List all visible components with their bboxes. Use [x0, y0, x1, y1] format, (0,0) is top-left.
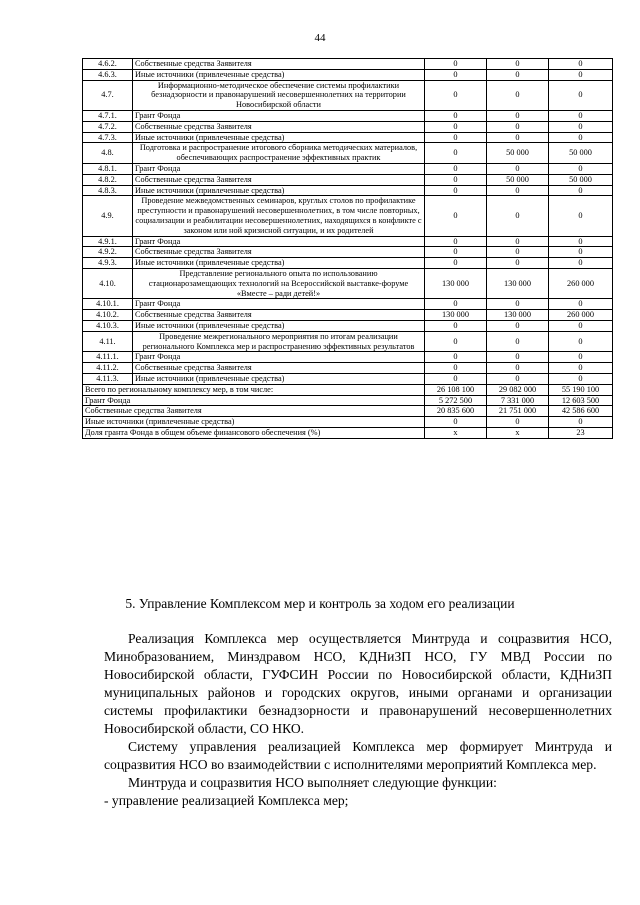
value-col-1: 0	[425, 320, 487, 331]
row-name: Информационно-методическое обеспечение системы профилактики безнадзорности и правонарушений несовершеннолетних на территории Новосибирской области	[133, 80, 425, 110]
paragraph: - управление реализацией Комплекса мер;	[104, 793, 349, 808]
table-row	[83, 143, 613, 164]
value-col-3: 0	[549, 69, 613, 80]
value-col-3: 0	[549, 373, 613, 384]
summary-value-3: 23	[549, 427, 613, 438]
row-number: 4.7.	[83, 80, 133, 110]
row-number: 4.7.2.	[83, 121, 133, 132]
value-col-1: 130 000	[425, 310, 487, 321]
row-name: Собственные средства Заявителя	[133, 310, 425, 321]
value-col-3: 0	[549, 236, 613, 247]
row-number: 4.11.	[83, 331, 133, 352]
value-col-1: 0	[425, 121, 487, 132]
value-col-2: 0	[487, 247, 549, 258]
value-col-1: 0	[425, 373, 487, 384]
summary-value-1: 0	[425, 417, 487, 428]
row-number: 4.7.1.	[83, 110, 133, 121]
value-col-2: 0	[487, 331, 549, 352]
row-name: Иные источники (привлеченные средства)	[133, 373, 425, 384]
table-row	[83, 352, 613, 363]
table-row	[83, 331, 613, 352]
value-col-1: 0	[425, 80, 487, 110]
value-col-2: 0	[487, 185, 549, 196]
table-row	[83, 163, 613, 174]
row-name: Проведение межрегионального мероприятия по итогам реализации регионального Комплекса мер и распространению эффективных результатов	[133, 331, 425, 352]
row-number: 4.9.1.	[83, 236, 133, 247]
table-row	[83, 299, 613, 310]
value-col-2: 130 000	[487, 310, 549, 321]
summary-value-3: 42 586 600	[549, 406, 613, 417]
summary-row	[83, 417, 613, 428]
row-name: Грант Фонда	[133, 299, 425, 310]
row-number: 4.8.	[83, 143, 133, 164]
row-name: Проведение межведомственных семинаров, круглых столов по профилактике преступности и правонарушений несовершеннолетних, в том числе повторных, социализации и реабилитации несовершеннолетних, находящихся в конфликте с законом или ной кризисной ситуации, и их родителей	[133, 196, 425, 236]
table-row	[83, 363, 613, 374]
value-col-2: 0	[487, 320, 549, 331]
table-row	[83, 69, 613, 80]
row-number: 4.10.1.	[83, 299, 133, 310]
summary-label: Грант Фонда	[83, 395, 425, 406]
summary-value-1: х	[425, 427, 487, 438]
table-row	[83, 310, 613, 321]
table-row	[83, 196, 613, 236]
value-col-2: 0	[487, 132, 549, 143]
value-col-3: 260 000	[549, 268, 613, 298]
value-col-1: 0	[425, 236, 487, 247]
value-col-2: 0	[487, 258, 549, 269]
row-name: Иные источники (привлеченные средства)	[133, 132, 425, 143]
value-col-1: 0	[425, 363, 487, 374]
row-number: 4.6.2.	[83, 59, 133, 70]
value-col-3: 0	[549, 320, 613, 331]
summary-value-1: 5 272 500	[425, 395, 487, 406]
summary-value-3: 12 603 500	[549, 395, 613, 406]
row-number: 4.6.3.	[83, 69, 133, 80]
value-col-3: 0	[549, 121, 613, 132]
value-col-2: 0	[487, 373, 549, 384]
value-col-3: 0	[549, 110, 613, 121]
row-name: Собственные средства Заявителя	[133, 363, 425, 374]
value-col-1: 0	[425, 258, 487, 269]
body-text	[104, 630, 612, 810]
row-number: 4.10.2.	[83, 310, 133, 321]
section-heading: 5. Управление Комплексом мер и контроль за ходом его реализации	[125, 596, 515, 611]
row-name: Иные источники (привлеченные средства)	[133, 185, 425, 196]
value-col-2: 0	[487, 352, 549, 363]
value-col-2: 0	[487, 163, 549, 174]
value-col-3: 0	[549, 363, 613, 374]
table-row	[83, 174, 613, 185]
table-row	[83, 110, 613, 121]
summary-row	[83, 406, 613, 417]
value-col-1: 0	[425, 69, 487, 80]
row-name: Подготовка и распространение итогового сборника методических материалов, обеспечивающих распространение эффективных практик	[133, 143, 425, 164]
value-col-3: 0	[549, 80, 613, 110]
summary-label: Иные источники (привлеченные средства)	[83, 417, 425, 428]
value-col-3: 0	[549, 352, 613, 363]
row-name: Грант Фонда	[133, 163, 425, 174]
row-number: 4.9.	[83, 196, 133, 236]
value-col-3: 0	[549, 185, 613, 196]
row-number: 4.9.2.	[83, 247, 133, 258]
value-col-2: 130 000	[487, 268, 549, 298]
budget-table	[82, 58, 613, 439]
value-col-2: 50 000	[487, 143, 549, 164]
paragraph: Минтруда и соцразвития НСО выполняет следующие функции:	[128, 775, 497, 790]
row-name: Иные источники (привлеченные средства)	[133, 320, 425, 331]
value-col-3: 260 000	[549, 310, 613, 321]
row-number: 4.11.3.	[83, 373, 133, 384]
summary-row	[83, 384, 613, 395]
row-number: 4.8.3.	[83, 185, 133, 196]
row-number: 4.8.2.	[83, 174, 133, 185]
value-col-1: 0	[425, 143, 487, 164]
summary-value-3: 0	[549, 417, 613, 428]
value-col-1: 0	[425, 132, 487, 143]
value-col-1: 0	[425, 59, 487, 70]
summary-value-1: 20 835 600	[425, 406, 487, 417]
value-col-3: 0	[549, 59, 613, 70]
row-number: 4.8.1.	[83, 163, 133, 174]
row-name: Представление регионального опыта по использованию стационарозамещающих технологий на Всероссийской выставке-форуме «Вместе – ради детей!»	[133, 268, 425, 298]
summary-row	[83, 395, 613, 406]
summary-value-2: 21 751 000	[487, 406, 549, 417]
summary-label: Доля гранта Фонда в общем объеме финансового обеспечения (%)	[83, 427, 425, 438]
table-row	[83, 185, 613, 196]
summary-label: Собственные средства Заявителя	[83, 406, 425, 417]
row-name: Собственные средства Заявителя	[133, 174, 425, 185]
summary-value-3: 55 190 100	[549, 384, 613, 395]
table-row	[83, 258, 613, 269]
value-col-3: 50 000	[549, 174, 613, 185]
summary-value-1: 26 108 100	[425, 384, 487, 395]
value-col-2: 0	[487, 196, 549, 236]
value-col-1: 0	[425, 174, 487, 185]
summary-value-2: х	[487, 427, 549, 438]
value-col-2: 0	[487, 110, 549, 121]
value-col-3: 0	[549, 258, 613, 269]
row-number: 4.11.1.	[83, 352, 133, 363]
row-name: Собственные средства Заявителя	[133, 247, 425, 258]
row-name: Грант Фонда	[133, 236, 425, 247]
summary-value-2: 7 331 000	[487, 395, 549, 406]
value-col-2: 0	[487, 299, 549, 310]
row-name: Собственные средства Заявителя	[133, 59, 425, 70]
value-col-2: 0	[487, 236, 549, 247]
row-name: Собственные средства Заявителя	[133, 121, 425, 132]
value-col-3: 0	[549, 132, 613, 143]
paragraph: Реализация Комплекса мер осуществляется Минтруда и соцразвития НСО, Минобразованием, Минздравом НСО, КДНиЗП НСО, ГУ МВД России по Новосибирской области, ГУФСИН России по Новосибирской области, КДНиЗП муниципальных районов и городских округов, иными органами и организации системы профилактики безнадзорности и правонарушений несовершеннолетних Новосибирской области, СО НКО.	[104, 631, 612, 736]
value-col-2: 50 000	[487, 174, 549, 185]
row-number: 4.11.2.	[83, 363, 133, 374]
row-name: Иные источники (привлеченные средства)	[133, 69, 425, 80]
table-row	[83, 121, 613, 132]
row-number: 4.9.3.	[83, 258, 133, 269]
value-col-1: 0	[425, 185, 487, 196]
value-col-1: 130 000	[425, 268, 487, 298]
value-col-1: 0	[425, 331, 487, 352]
table-row	[83, 132, 613, 143]
row-name: Грант Фонда	[133, 352, 425, 363]
row-number: 4.7.3.	[83, 132, 133, 143]
paragraph: Систему управления реализацией Комплекса мер формирует Минтруда и соцразвития НСО во взаимодействии с исполнителями мероприятий Комплекса мер.	[104, 739, 612, 772]
table-row	[83, 320, 613, 331]
value-col-3: 0	[549, 196, 613, 236]
row-number: 4.10.	[83, 268, 133, 298]
row-name: Иные источники (привлеченные средства)	[133, 258, 425, 269]
table-row	[83, 268, 613, 298]
summary-row	[83, 427, 613, 438]
value-col-2: 0	[487, 59, 549, 70]
value-col-1: 0	[425, 247, 487, 258]
value-col-1: 0	[425, 352, 487, 363]
value-col-1: 0	[425, 163, 487, 174]
table-row	[83, 80, 613, 110]
value-col-2: 0	[487, 363, 549, 374]
table-row	[83, 247, 613, 258]
value-col-1: 0	[425, 110, 487, 121]
summary-label: Всего по региональному комплексу мер, в том числе:	[83, 384, 425, 395]
row-name: Грант Фонда	[133, 110, 425, 121]
value-col-3: 50 000	[549, 143, 613, 164]
summary-value-2: 0	[487, 417, 549, 428]
value-col-3: 0	[549, 163, 613, 174]
summary-value-2: 29 082 000	[487, 384, 549, 395]
budget-table-body	[83, 59, 613, 439]
table-row	[83, 236, 613, 247]
table-row	[83, 59, 613, 70]
value-col-1: 0	[425, 196, 487, 236]
value-col-2: 0	[487, 69, 549, 80]
value-col-3: 0	[549, 247, 613, 258]
page-number: 44	[314, 32, 326, 44]
table-row	[83, 373, 613, 384]
value-col-3: 0	[549, 331, 613, 352]
value-col-2: 0	[487, 121, 549, 132]
value-col-1: 0	[425, 299, 487, 310]
value-col-2: 0	[487, 80, 549, 110]
value-col-3: 0	[549, 299, 613, 310]
row-number: 4.10.3.	[83, 320, 133, 331]
